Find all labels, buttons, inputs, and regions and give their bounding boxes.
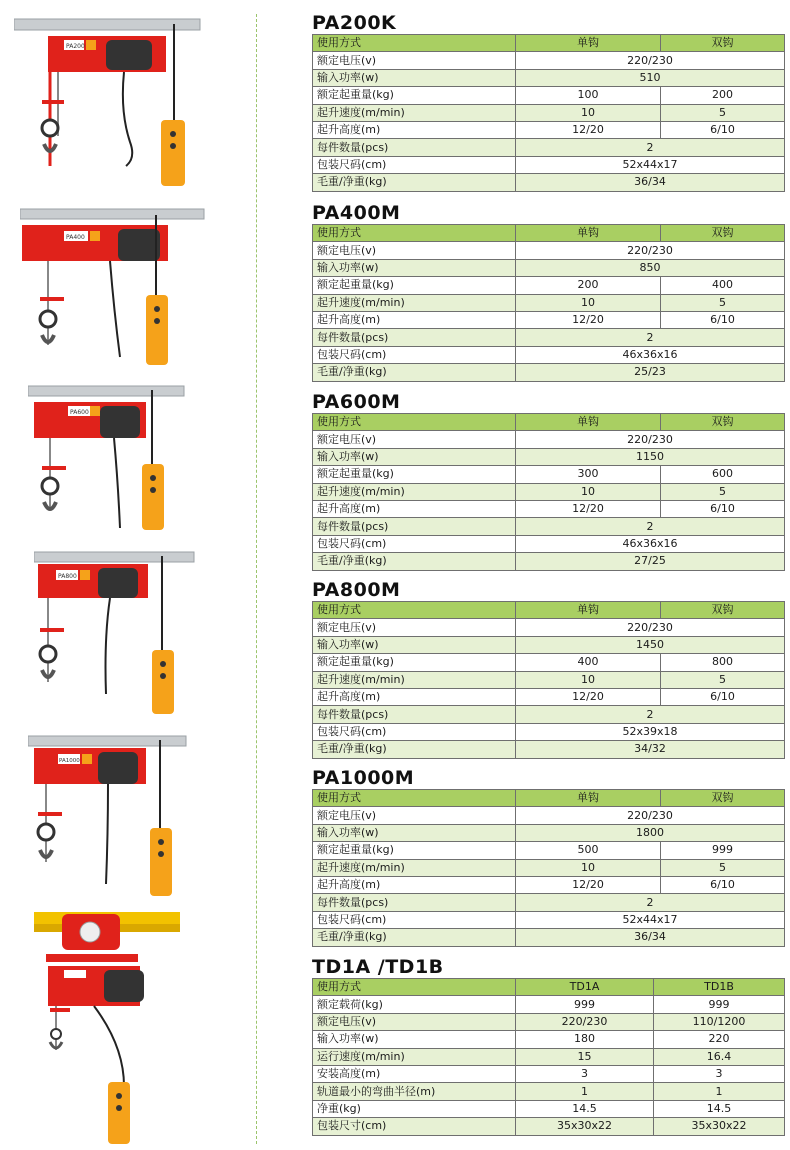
row-value-2: 6/10	[661, 688, 785, 705]
row-label: 输入功率(w)	[313, 448, 516, 465]
spec-table	[312, 789, 785, 947]
row-label: 每件数量(pcs)	[313, 329, 516, 346]
row-label: 运行速度(m/min)	[313, 1048, 516, 1065]
hoist-image-pa1000m	[28, 732, 198, 902]
row-value-2: 5	[661, 483, 785, 500]
row-value-1: 400	[516, 654, 661, 671]
table-header-row	[313, 414, 785, 431]
row-value: 2	[516, 706, 785, 723]
table-row	[313, 671, 785, 688]
product-image-column	[0, 0, 250, 1150]
row-value: 25/23	[516, 364, 785, 381]
table-header-row	[313, 602, 785, 619]
row-value-2: 400	[661, 277, 785, 294]
table-row	[313, 431, 785, 448]
dashed-divider	[256, 14, 257, 1144]
row-value-1: 10	[516, 671, 661, 688]
row-label: 包装尺码(cm)	[313, 535, 516, 552]
table-header-row	[313, 35, 785, 52]
row-value: 1800	[516, 824, 785, 841]
row-value: 220/230	[516, 242, 785, 259]
column-header-2: 双钩	[661, 35, 785, 52]
column-header-2: 双钩	[661, 602, 785, 619]
model-title: PA800M	[312, 579, 401, 601]
row-value: 220/230	[516, 619, 785, 636]
table-row	[313, 311, 785, 328]
row-value: 510	[516, 69, 785, 86]
row-value-1: 12/20	[516, 121, 661, 138]
row-label: 额定电压(v)	[313, 431, 516, 448]
row-label: 起升高度(m)	[313, 311, 516, 328]
row-value: 46x36x16	[516, 535, 785, 552]
row-label: 额定电压(v)	[313, 807, 516, 824]
table-row	[313, 1118, 785, 1135]
row-value-1: 300	[516, 466, 661, 483]
row-label: 额定电压(v)	[313, 52, 516, 69]
row-label: 额定电压(v)	[313, 242, 516, 259]
row-label: 使用方式	[313, 602, 516, 619]
table-row	[313, 654, 785, 671]
table-row	[313, 842, 785, 859]
table-row	[313, 346, 785, 363]
table-row	[313, 824, 785, 841]
row-value: 52x39x18	[516, 723, 785, 740]
row-value: 2	[516, 894, 785, 911]
spec-table	[312, 413, 785, 571]
row-label: 输入功率(w)	[313, 69, 516, 86]
table-header-row	[313, 790, 785, 807]
table-row	[313, 156, 785, 173]
table-row	[313, 139, 785, 156]
trolley-image-td1	[34, 910, 194, 1150]
table-row	[313, 259, 785, 276]
spec-table	[312, 978, 785, 1136]
row-value-1: 10	[516, 483, 661, 500]
row-value-1: 14.5	[516, 1100, 654, 1117]
column-header-2: 双钩	[661, 225, 785, 242]
row-label: 起升速度(m/min)	[313, 104, 516, 121]
column-header-1: 单钩	[516, 414, 661, 431]
row-label: 输入功率(w)	[313, 1031, 516, 1048]
row-value-1: 999	[516, 996, 654, 1013]
row-label: 额定起重量(kg)	[313, 277, 516, 294]
spec-section	[312, 202, 784, 382]
row-label: 使用方式	[313, 414, 516, 431]
row-value-2: 6/10	[661, 121, 785, 138]
row-value-1: 3	[516, 1065, 654, 1082]
row-value-2: 35x30x22	[654, 1118, 785, 1135]
hoist-image-pa200k	[14, 16, 204, 194]
row-label: 使用方式	[313, 35, 516, 52]
row-label: 额定电压(v)	[313, 619, 516, 636]
row-value: 220/230	[516, 52, 785, 69]
table-row	[313, 294, 785, 311]
table-row	[313, 996, 785, 1013]
table-row	[313, 876, 785, 893]
spec-section	[312, 767, 784, 947]
model-title: PA1000M	[312, 767, 415, 789]
row-value: 36/34	[516, 929, 785, 946]
row-label: 使用方式	[313, 225, 516, 242]
row-label: 净重(kg)	[313, 1100, 516, 1117]
row-value-1: 200	[516, 277, 661, 294]
table-row	[313, 894, 785, 911]
row-value-2: 600	[661, 466, 785, 483]
spec-table	[312, 34, 785, 192]
row-value-2: 220	[654, 1031, 785, 1048]
table-row	[313, 1013, 785, 1030]
spec-table	[312, 224, 785, 382]
model-title: PA400M	[312, 202, 401, 224]
table-row	[313, 121, 785, 138]
row-label: 毛重/净重(kg)	[313, 741, 516, 758]
row-value-1: 1	[516, 1083, 654, 1100]
table-header-row	[313, 979, 785, 996]
table-row	[313, 364, 785, 381]
column-header-1: TD1A	[516, 979, 654, 996]
row-value: 52x44x17	[516, 156, 785, 173]
row-value-2: 14.5	[654, 1100, 785, 1117]
row-label: 额定起重量(kg)	[313, 466, 516, 483]
row-value-2: 800	[661, 654, 785, 671]
row-value-1: 100	[516, 87, 661, 104]
hoist-plate-5: PA1000	[59, 758, 80, 764]
column-header-1: 单钩	[516, 35, 661, 52]
row-value-1: 12/20	[516, 500, 661, 517]
hoist-image-pa800m	[34, 548, 204, 718]
model-title: PA600M	[312, 391, 401, 413]
row-value-2: 999	[654, 996, 785, 1013]
row-label: 起升速度(m/min)	[313, 294, 516, 311]
table-row	[313, 448, 785, 465]
row-value-1: 35x30x22	[516, 1118, 654, 1135]
row-value-2: 110/1200	[654, 1013, 785, 1030]
table-row	[313, 52, 785, 69]
row-value-1: 10	[516, 104, 661, 121]
row-value: 1450	[516, 636, 785, 653]
row-label: 每件数量(pcs)	[313, 139, 516, 156]
table-row	[313, 1100, 785, 1117]
model-title: PA200K	[312, 12, 397, 34]
hoist-image-pa400m	[20, 205, 210, 375]
spec-section	[312, 579, 784, 759]
row-value: 2	[516, 329, 785, 346]
row-label: 起升高度(m)	[313, 688, 516, 705]
table-row	[313, 619, 785, 636]
column-header-1: 单钩	[516, 225, 661, 242]
row-label: 额定电压(v)	[313, 1013, 516, 1030]
table-row	[313, 87, 785, 104]
table-row	[313, 500, 785, 517]
row-value-2: 16.4	[654, 1048, 785, 1065]
hoist-image-pa600m	[28, 380, 208, 540]
table-row	[313, 723, 785, 740]
table-row	[313, 483, 785, 500]
row-label: 起升高度(m)	[313, 876, 516, 893]
table-row	[313, 688, 785, 705]
row-label: 包装尺码(cm)	[313, 156, 516, 173]
row-value: 34/32	[516, 741, 785, 758]
spec-section	[312, 956, 784, 1136]
row-label: 额定起重量(kg)	[313, 842, 516, 859]
row-label: 使用方式	[313, 979, 516, 996]
table-row	[313, 1065, 785, 1082]
table-row	[313, 242, 785, 259]
row-value-1: 10	[516, 859, 661, 876]
table-row	[313, 741, 785, 758]
row-value: 36/34	[516, 174, 785, 191]
column-header-1: 单钩	[516, 602, 661, 619]
row-label: 输入功率(w)	[313, 259, 516, 276]
row-value: 1150	[516, 448, 785, 465]
row-label: 起升高度(m)	[313, 500, 516, 517]
row-value-1: 180	[516, 1031, 654, 1048]
row-value-2: 6/10	[661, 876, 785, 893]
row-value: 220/230	[516, 807, 785, 824]
row-label: 输入功率(w)	[313, 636, 516, 653]
row-value-1: 500	[516, 842, 661, 859]
table-row	[313, 174, 785, 191]
table-row	[313, 466, 785, 483]
row-label: 每件数量(pcs)	[313, 894, 516, 911]
row-label: 安装高度(m)	[313, 1065, 516, 1082]
table-row	[313, 518, 785, 535]
row-value-1: 12/20	[516, 876, 661, 893]
row-label: 毛重/净重(kg)	[313, 174, 516, 191]
row-label: 轨道最小的弯曲半径(m)	[313, 1083, 516, 1100]
row-label: 毛重/净重(kg)	[313, 553, 516, 570]
column-header-1: 单钩	[516, 790, 661, 807]
row-value-2: 5	[661, 671, 785, 688]
table-row	[313, 535, 785, 552]
spec-table	[312, 601, 785, 759]
row-value-1: 220/230	[516, 1013, 654, 1030]
column-header-2: TD1B	[654, 979, 785, 996]
row-label: 起升速度(m/min)	[313, 671, 516, 688]
row-label: 毛重/净重(kg)	[313, 364, 516, 381]
table-row	[313, 859, 785, 876]
table-row	[313, 706, 785, 723]
model-title: TD1A /TD1B	[312, 956, 444, 978]
row-label: 每件数量(pcs)	[313, 706, 516, 723]
column-header-2: 双钩	[661, 414, 785, 431]
row-label: 输入功率(w)	[313, 824, 516, 841]
row-value: 2	[516, 139, 785, 156]
hoist-plate-2: PA400	[66, 234, 85, 241]
table-header-row	[313, 225, 785, 242]
row-value: 52x44x17	[516, 911, 785, 928]
spec-section	[312, 12, 784, 192]
hoist-plate-1: PA200	[66, 43, 85, 50]
table-row	[313, 69, 785, 86]
table-row	[313, 911, 785, 928]
row-value: 27/25	[516, 553, 785, 570]
row-value-1: 15	[516, 1048, 654, 1065]
row-label: 毛重/净重(kg)	[313, 929, 516, 946]
hoist-plate-4: PA800	[58, 573, 77, 580]
row-label: 额定起重量(kg)	[313, 654, 516, 671]
row-label: 起升速度(m/min)	[313, 859, 516, 876]
row-label: 包装尺码(cm)	[313, 346, 516, 363]
row-value-2: 5	[661, 104, 785, 121]
table-row	[313, 929, 785, 946]
row-label: 包装尺码(cm)	[313, 911, 516, 928]
row-value-1: 12/20	[516, 688, 661, 705]
row-label: 每件数量(pcs)	[313, 518, 516, 535]
row-value-2: 5	[661, 859, 785, 876]
table-row	[313, 807, 785, 824]
column-header-2: 双钩	[661, 790, 785, 807]
hoist-plate-3: PA600	[70, 409, 89, 416]
row-label: 额定起重量(kg)	[313, 87, 516, 104]
spec-section	[312, 391, 784, 571]
row-value-1: 10	[516, 294, 661, 311]
row-value-2: 6/10	[661, 311, 785, 328]
table-row	[313, 329, 785, 346]
row-label: 起升高度(m)	[313, 121, 516, 138]
table-row	[313, 553, 785, 570]
row-value: 46x36x16	[516, 346, 785, 363]
row-value-2: 1	[654, 1083, 785, 1100]
row-label: 包装尺码(cm)	[313, 723, 516, 740]
row-label: 额定载荷(kg)	[313, 996, 516, 1013]
row-value: 2	[516, 518, 785, 535]
row-value-2: 6/10	[661, 500, 785, 517]
row-value: 220/230	[516, 431, 785, 448]
row-value: 850	[516, 259, 785, 276]
row-value-2: 3	[654, 1065, 785, 1082]
row-value-2: 200	[661, 87, 785, 104]
row-value-2: 999	[661, 842, 785, 859]
table-row	[313, 1083, 785, 1100]
table-row	[313, 1048, 785, 1065]
table-row	[313, 636, 785, 653]
row-value-1: 12/20	[516, 311, 661, 328]
row-label: 包装尺寸(cm)	[313, 1118, 516, 1135]
table-row	[313, 277, 785, 294]
table-row	[313, 104, 785, 121]
row-label: 起升速度(m/min)	[313, 483, 516, 500]
row-value-2: 5	[661, 294, 785, 311]
row-label: 使用方式	[313, 790, 516, 807]
table-row	[313, 1031, 785, 1048]
